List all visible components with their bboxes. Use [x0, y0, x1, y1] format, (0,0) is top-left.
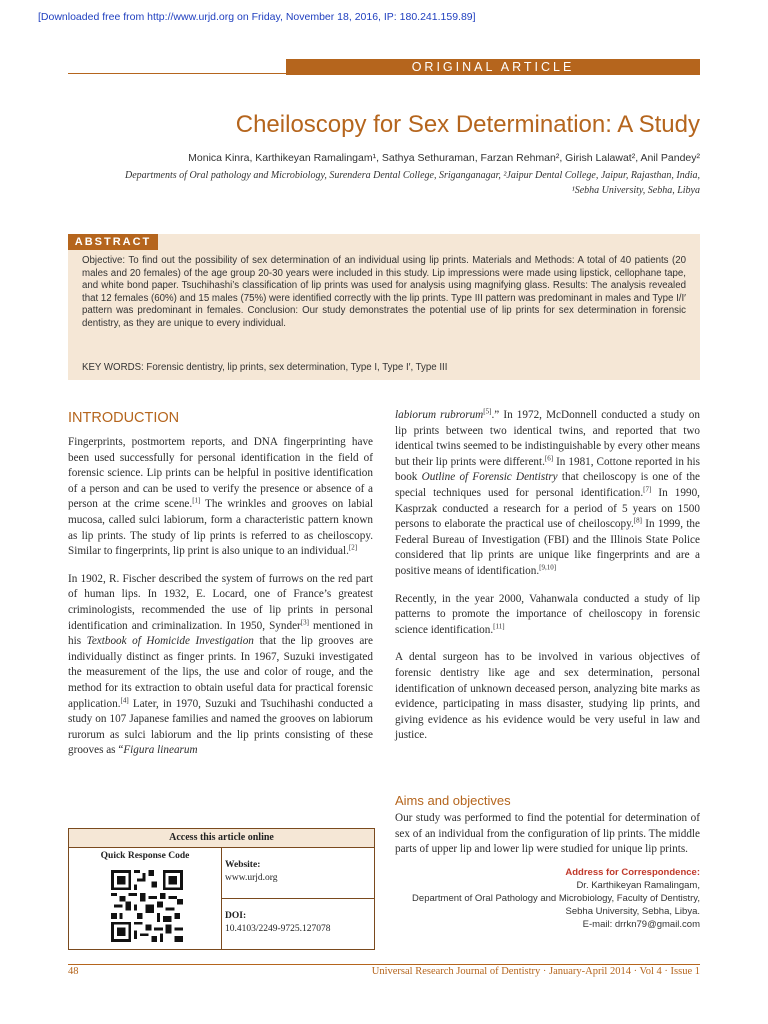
aims-heading: Aims and objectives: [395, 793, 511, 808]
address-line-2: Department of Oral Pathology and Microbiology, Faculty of Dentistry,: [412, 893, 700, 904]
website-cell: [222, 848, 374, 899]
access-article-box: [68, 828, 375, 950]
journal-footer: Universal Research Journal of Dentistry · January-April 2014 · Vol 4 · Issue 1: [371, 966, 700, 977]
abstract-text: Objective: To find out the possibility of sex determination of an individual using lip prints. Materials and Methods: A total of 40 patients (20 males and 20 females) of the age group 20-30 years were included in this study. Lip impressions were made using lipstick, cellophane tape, and white bond paper. Tsuchihashi’s classification of lip prints was used for analysis using magnifying glass. Results: The analysis revealed that 12 females (60%) and 15 males (75%) were identified correctly with the lip prints. Type III pattern was predominant in males and Type I/I′ pattern was predominant in females. Conclusion: Our study demonstrates the potential use of lip prints for sex determination in forensic dentistry, as they are unique to every individual.: [82, 255, 686, 329]
aims-column: [395, 811, 700, 870]
dental-surgeon-paragraph: A dental surgeon has to be involved in various objectives of forensic dentistry like age and sex determination, personal identification of unknown deceased person, analyzing bite marks as evidence, participating in mass disaster, studying lip prints, and giving evidence as his evidence would be very useful in law and justice.: [395, 651, 700, 742]
vahanwala-paragraph: Recently, in the year 2000, Vahanwala conducted a study of lip patterns to promote the importance of cheiloscopy in forensic science identification.[11]: [395, 592, 700, 636]
doi-label: DOI:: [225, 911, 247, 921]
abstract-label: ABSTRACT: [68, 234, 158, 250]
qr-code-icon: [111, 870, 183, 942]
correspondence-address: [412, 866, 700, 931]
introduction-heading: INTRODUCTION: [68, 410, 180, 426]
affiliation-line-1: Departments of Oral pathology and Microbiology, Surendera Dental College, Sriganganagar, ²Jaipur Dental College, Jaipur, Rajasthan, India,: [125, 170, 700, 181]
aims-paragraph: Our study was performed to find the potential for determination of sex of an individual from the configuration of lip prints. The middle parts of upper lip and lower lip were studied for unique lip prints.: [395, 812, 700, 856]
author-list: Monica Kinra, Karthikeyan Ramalingam¹, Sathya Sethuraman, Farzan Rehman², Girish Lalawat², Anil Pandey²: [188, 152, 700, 164]
address-email: E-mail: drrkn79@gmail.com: [582, 919, 700, 930]
qr-cell: [69, 848, 222, 949]
doi-cell: [222, 899, 374, 949]
address-line-3: Sebha University, Sebha, Libya.: [565, 906, 700, 917]
intro-paragraph-1: Fingerprints, postmortem reports, and DNA fingerprinting have been used successfully for personal identification in the field of forensic science. Lip prints can be helpful in positive identification of a person and can be used to verify the presence or absence of a person at the crime scene.[1] The wrinkles and grooves on labial mucosa, called sulci labiorum, form a characteristic pattern known as lip prints. The study of lip prints is referred to as cheiloscopy. Similar to fingerprints, lip print is also unique to an individual.[2]: [68, 436, 373, 558]
history-paragraph: labiorum rubrorum[5].” In 1972, McDonnell conducted a study on lip prints between two identical twins, and reported that two identical twins seemed to be indistinguishable by every other means but their lip prints were different.[6] In 1981, Cottone reported in his book Outline of Forensic Dentistry that cheiloscopy is one of the special techniques used for personal identification.[7] In 1990, Kasprzak conducted a research for a period of 5 years on 1500 persons to elaborate the practical use of cheiloscopy.[8] In 1999, the Federal Bureau of Investigation (FBI) and the Illinois State Police considered that lip prints are unique like fingerprints and are a positive means of identification.[9,10]: [395, 407, 700, 577]
address-line-1: Dr. Karthikeyan Ramalingam,: [576, 880, 700, 891]
doi-value: 10.4103/2249-9725.127078: [225, 924, 331, 934]
footer-rule: [68, 964, 700, 965]
website-link[interactable]: www.urjd.org: [225, 873, 278, 883]
page-number: 48: [68, 966, 79, 977]
left-column: [68, 435, 373, 771]
qr-label: Quick Response Code: [100, 851, 190, 861]
keywords: KEY WORDS: Forensic dentistry, lip prints, sex determination, Type I, Type I′, Type III: [82, 362, 448, 373]
affiliation-line-2: ¹Sebha University, Sebha, Libya: [571, 185, 700, 196]
website-label: Website:: [225, 860, 261, 870]
article-type-banner: ORIGINAL ARTICLE: [286, 59, 700, 75]
download-notice: [Downloaded free from http://www.urjd.org on Friday, November 18, 2016, IP: 180.241.159.89]: [38, 11, 476, 23]
paper-title: Cheiloscopy for Sex Determination: A Study: [235, 111, 700, 138]
address-heading: Address for Correspondence:: [565, 867, 700, 878]
right-column: [395, 408, 700, 756]
intro-paragraph-2: In 1902, R. Fischer described the system of furrows on the red part of human lips. In 1932, E. Locard, one of France’s greatest criminologists, recommended the use of lip prints in personal identification and criminalization. In 1950, Synder[3] mentioned in his Textbook of Homicide Investigation that the lip grooves are individually distinct as finger prints. In 1967, Suzuki investigated the measurement of the lips, the use and color of rouge, and the method for its extraction to obtain useful data for practical forensic application.[4] Later, in 1970, Suzuki and Tsuchihashi conducted a study on 107 Japanese families and named the grooves on labiorum rurorum as sulci labiorum and the lip prints consisting of these grooves as “Figura linearum: [68, 572, 373, 757]
access-header: Access this article online: [69, 829, 374, 848]
